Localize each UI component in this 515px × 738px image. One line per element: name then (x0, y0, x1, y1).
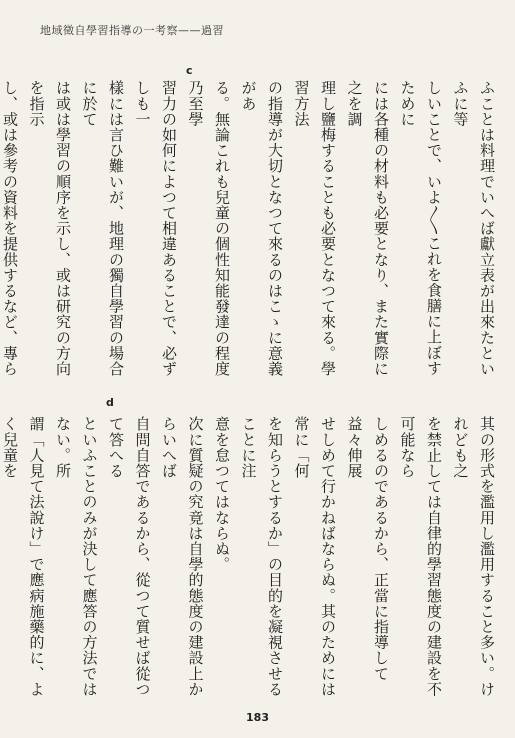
text-column: ふことは料理でいへば獻立表が出來たといふに等 (451, 80, 496, 377)
text-column: る。無論これも兒童の個性知能發達の程度乃至學 (186, 80, 231, 377)
text-column: 樣には言ひ難いが、地理の獨自學習の場合に於て (80, 80, 125, 377)
section-mark-c: c (186, 64, 193, 77)
text-column: せしめて行かねばならぬ。其のためには常に「何 (292, 416, 337, 697)
text-column: 次に質疑の究竟は自學的態度の建設上からいへば (160, 416, 205, 697)
text-block-top (1, 80, 500, 380)
running-head: 地域徵自學習指導の一考察——過習 (40, 24, 224, 37)
text-column: には各種の材料も必要となり、また實際に之を調 (345, 80, 390, 377)
text-column: 自問自答であるから、從つて質せば從つて答へる (107, 416, 152, 697)
text-column: 其の形式を濫用し濫用すること多い。けれども之 (451, 416, 496, 697)
text-column: は或は學習の順序を示し、或は研究の方向を指示 (27, 80, 72, 377)
text-column: 習力の如何によつて相違あることで、必ずしも一 (133, 80, 178, 377)
text-column: を知らうとするか」の目的を凝視させることに注 (239, 416, 284, 697)
text-column: 理し鹽梅することも必要となつて來る。學習方法 (292, 80, 337, 377)
text-column: 謂「人見て法說け」で應病施藥的に、よく兒童を (1, 416, 46, 697)
text-column: しいことで、いよ〳〵これを食膳に上ぼすために (398, 80, 443, 376)
page-number: 183 (246, 711, 269, 724)
text-column: を禁止しては自律的學習態度の建設を不可能なら (398, 416, 443, 697)
text-column: し、或は參考の資料を提供するなど、專ら (1, 80, 19, 377)
text-column: 意を怠つてはならぬ。 (213, 416, 231, 572)
text-column: の指導が大切となつて來るのはこゝに意義があ (239, 80, 284, 377)
text-block-bottom (1, 416, 500, 706)
text-column: しめるのであるから、正當に指導して益々伸展 (345, 416, 390, 682)
text-column: といふことのみが決して應答の方法ではない。所 (54, 416, 99, 697)
section-mark-d: d (106, 396, 114, 409)
